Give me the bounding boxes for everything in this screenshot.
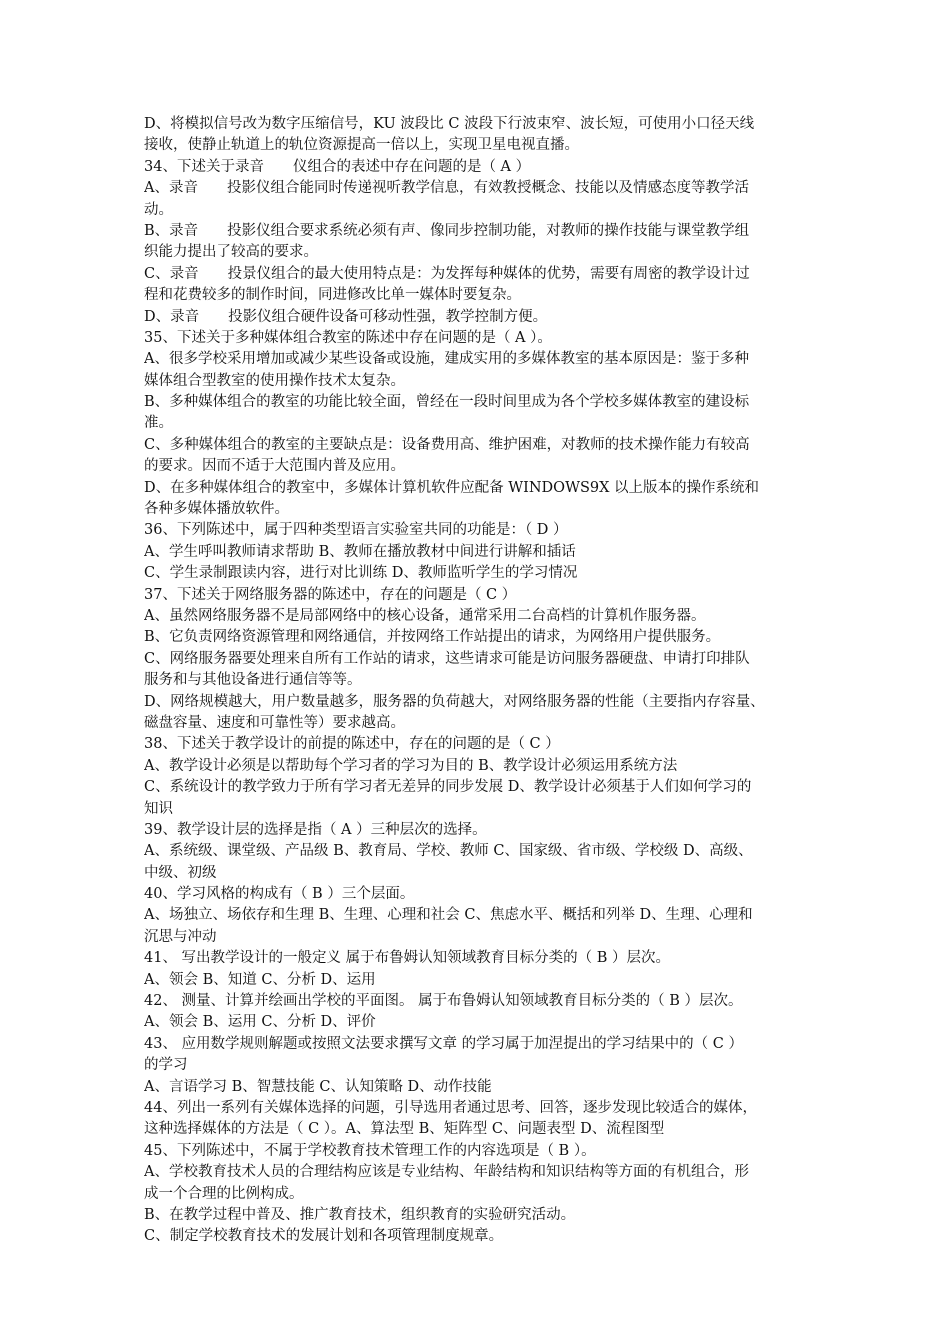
question-34: 34、下述关于录音 仪组合的表述中存在问题的是（ A ）: [144, 158, 531, 175]
text-line: 程和花费较多的制作时间，同进修改比单一媒体时要复杂。: [144, 287, 521, 304]
options-abcd: A、系统级、课堂级、产品级 B、教育局、学校、教师 C、国家级、省市级、学校级 D、高级、: [144, 843, 753, 860]
text-line: 动。: [144, 201, 173, 218]
options-abcd: A、领会 B、知道 C、分析 D、运用: [144, 971, 376, 988]
document-body: [144, 114, 814, 1248]
options-abcd: A、言语学习 B、智慧技能 C、认知策略 D、动作技能: [144, 1078, 492, 1095]
option-d: D、网络规模越大，用户数量越多，服务器的负荷越大，对网络服务器的性能（主要指内存容量、: [144, 693, 765, 710]
option-c-d: C、系统设计的教学致力于所有学习者无差异的同步发展 D、教学设计必须基于人们如何学习的: [144, 779, 752, 796]
question-45: 45、下列陈述中，不属于学校教育技术管理工作的内容选项是（ B ）。: [144, 1142, 596, 1159]
option-a-b: A、教学设计必须是以帮助每个学习者的学习为目的 B、教学设计必须运用系统方法: [144, 757, 678, 774]
text-line: 接收，使静止轨道上的轨位资源提高一倍以上，实现卫星电视直播。: [144, 137, 579, 154]
option-a: A、虽然网络服务器不是局部网络中的核心设备，通常采用二台高档的计算机作服务器。: [144, 607, 706, 624]
options-abcd: A、场独立、场依存和生理 B、生理、心理和社会 C、焦虑水平、概括和列举 D、生理、心理和: [144, 907, 753, 924]
question-35: 35、下述关于多种媒体组合教室的陈述中存在问题的是（ A ）。: [144, 329, 552, 346]
text-line: 服务和与其他设备进行通信等等。: [144, 672, 362, 689]
question-37: 37、下述关于网络服务器的陈述中，存在的问题是（ C ）: [144, 586, 517, 603]
text-line: D、将模拟信号改为数字压缩信号，KU 波段比 C 波段下行波束窄、波长短，可使用小口径天线: [144, 116, 755, 132]
text-line: 准。: [144, 415, 173, 432]
option-b: B、多种媒体组合的教室的功能比较全面，曾经在一段时间里成为各个学校多媒体教室的建设标: [144, 394, 750, 411]
option-d: D、录音 投影仪组合硬件设备可移动性强，教学控制方便。: [144, 308, 548, 325]
text-line: 媒体组合型教室的使用操作技术太复杂。: [144, 372, 405, 389]
options-abcd: A、领会 B、运用 C、分析 D、评价: [144, 1014, 376, 1031]
text-line: 各种多媒体播放软件。: [144, 501, 289, 518]
options-abcd: 这种选择媒体的方法是（ C ）。A、算法型 B、矩阵型 C、问题表型 D、流程图型: [144, 1121, 665, 1138]
question-42: 42、 测量、计算并绘画出学校的平面图。 属于布鲁姆认知领域教育目标分类的（ B ）层次。: [144, 993, 743, 1010]
option-a: A、录音 投影仪组合能同时传递视听教学信息，有效教授概念、技能以及情感态度等教学活: [144, 180, 749, 197]
question-38: 38、下述关于教学设计的前提的陈述中，存在的问题的是（ C ）: [144, 736, 560, 753]
option-b: B、在教学过程中普及、推广教育技术，组织教育的实验研究活动。: [144, 1206, 576, 1223]
option-c: C、制定学校教育技术的发展计划和各项管理制度规章。: [144, 1228, 504, 1245]
question-43: 43、 应用数学规则解题或按照文法要求撰写文章 的学习属于加涅提出的学习结果中的（ C ）: [144, 1035, 743, 1052]
question-41: 41、 写出教学设计的一般定义 属于布鲁姆认知领域教育目标分类的（ B ）层次。: [144, 950, 671, 967]
option-b: B、录音 投影仪组合要求系统必须有声、像同步控制功能，对教师的操作技能与课堂教学组: [144, 222, 750, 239]
question-36: 36、下列陈述中，属于四种类型语言实验室共同的功能是：（ D ）: [144, 522, 568, 539]
text-line: 中级、初级: [144, 864, 217, 881]
question-39: 39、教学设计层的选择是指（ A ）三种层次的选择。: [144, 821, 487, 838]
question-40: 40、学习风格的构成有（ B ）三个层面。: [144, 886, 415, 903]
text-line: 的要求。因而不适于大范围内普及应用。: [144, 458, 405, 475]
option-d: D、在多种媒体组合的教室中，多媒体计算机软件应配备 WINDOWS9X 以上版本的操作系统和: [144, 479, 760, 496]
text-line: 磁盘容量、速度和可靠性等）要求越高。: [144, 714, 405, 731]
text-line: 织能力提出了较高的要求。: [144, 244, 318, 261]
option-a: A、很多学校采用增加或减少某些设备或设施，建成实用的多媒体教室的基本原因是：鉴于多种: [144, 351, 749, 368]
question-44: 44、列出一系列有关媒体选择的问题，引导选用者通过思考、回答，逐步发现比较适合的媒体，: [144, 1099, 757, 1116]
option-b: B、它负责网络资源管理和网络通信，并按网络工作站提出的请求，为网络用户提供服务。: [144, 629, 721, 646]
option-c: C、录音 投景仪组合的最大使用特点是：为发挥每种媒体的优势，需要有周密的教学设计过: [144, 265, 750, 282]
option-c-d: C、学生录制跟读内容，进行对比训练 D、教师监听学生的学习情况: [144, 565, 578, 582]
option-c: C、网络服务器要处理来自所有工作站的请求，这些请求可能是访问服务器硬盘、申请打印排队: [144, 650, 750, 667]
text-line: 知识: [144, 800, 173, 817]
text-line: 成一个合理的比例构成。: [144, 1185, 304, 1202]
text-line: 沉思与冲动: [144, 928, 217, 945]
option-c: C、多种媒体组合的教室的主要缺点是：设备费用高、维护困难，对教师的技术操作能力有较高: [144, 436, 750, 453]
text-line: 的学习: [144, 1057, 188, 1074]
option-a-b: A、学生呼叫教师请求帮助 B、教师在播放教材中间进行讲解和插话: [144, 543, 576, 560]
option-a: A、学校教育技术人员的合理结构应该是专业结构、年龄结构和知识结构等方面的有机组合，形: [144, 1164, 749, 1181]
